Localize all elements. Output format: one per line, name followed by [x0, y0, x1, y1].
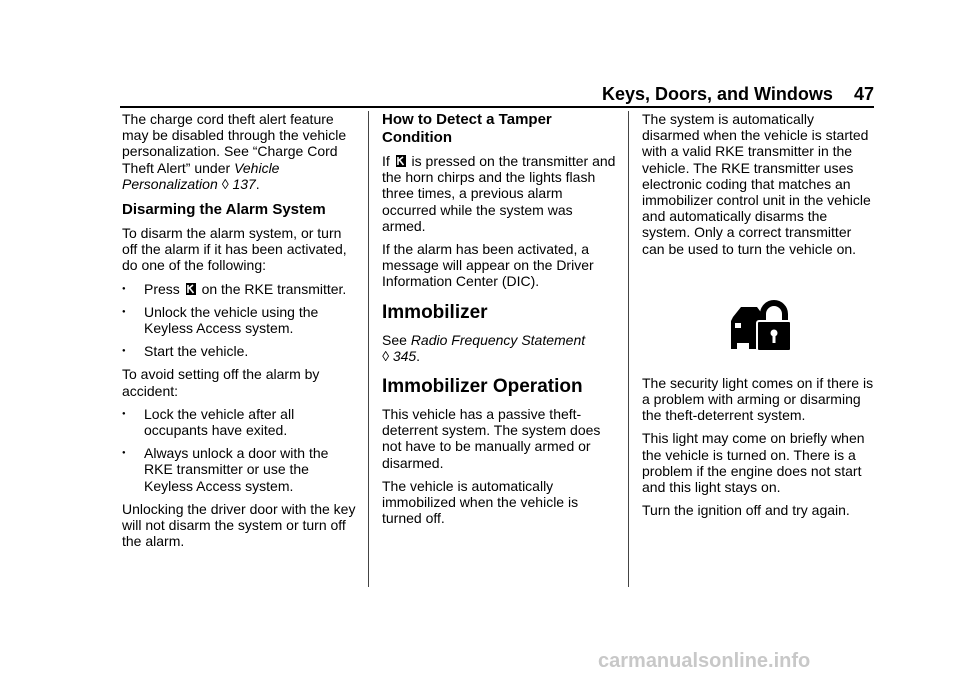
page-ref-link[interactable]: 137: [232, 175, 256, 192]
remote-unlock-key-icon: [185, 282, 197, 296]
remote-unlock-key-icon: [395, 154, 407, 168]
paragraph-briefly: This light may come on briefly when the vehicle is turned on. There is a problem if the engine does not start and this light stays on.: [642, 430, 865, 496]
paragraph-unlocking: Unlocking the driver door with the key will not disarm the system or turn off the alarm.: [122, 500, 356, 550]
page-number: 47: [853, 84, 874, 104]
paragraph-alarm-message: If the alarm has been activated, a message will appear on the Driver Information Center (DIC).: [382, 241, 594, 290]
paragraph-tamper: If is pressed on the transmitter and the horn chirps and the lights flash three times, a previous alarm occurred while the system was armed.: [382, 153, 616, 234]
paragraph-immobilized: The vehicle is automatically immobilized when the vehicle is turned off.: [382, 477, 579, 527]
watermark: carmanualsonline.info: [598, 650, 811, 672]
paragraph-charge-cord: The charge cord theft alert feature may be disabled through the vehicle personalization. See “Charge Cord Theft Alert” under Vehicle Personalization ◊ 137.: [122, 111, 347, 192]
page-ref-icon: ◊: [221, 175, 229, 192]
heading-tamper: How to Detect a Tamper Condition: [382, 111, 552, 146]
column-2: [382, 111, 618, 533]
paragraph-security-light: The security light comes on if there is a problem with arming or disarming the theft-deterrent system.: [642, 374, 874, 424]
list-item: ● Start the vehicle.: [122, 343, 249, 360]
page-ref-link[interactable]: 345: [392, 347, 417, 364]
list-item: ● Lock the vehicle after all occupants have exited.: [122, 405, 295, 439]
paragraph-disarm-intro: To disarm the alarm system, or turn off the alarm if it has been activated, do one of the following:: [122, 225, 347, 274]
paragraph-passive: This vehicle has a passive theft-deterrent system. The system does not have to be manually armed or disarmed.: [382, 406, 601, 471]
column-divider-2: [628, 111, 629, 587]
section-title: Keys, Doors, and Windows: [602, 84, 833, 104]
column-1: [122, 111, 360, 556]
paragraph-disarmed: The system is automatically disarmed when the vehicle is started with a valid RKE transmitter in the vehicle. The RKE transmitter uses electronic coding that matches an immobilizer control unit in the vehicle and automatically disarms the system. Only a correct transmitter can be used to turn the vehicle on.: [642, 111, 871, 257]
paragraph-avoid: To avoid setting off the alarm by accident:: [122, 366, 320, 399]
heading-disarming: Disarming the Alarm System: [122, 201, 326, 219]
list-item: ● Press on the RKE transmitter.: [122, 280, 347, 297]
list-item: ● Always unlock a door with the RKE transmitter or use the Keyless Access system.: [122, 445, 329, 494]
heading-immobilizer: Immobilizer: [382, 301, 488, 323]
heading-immobilizer-operation: Immobilizer Operation: [382, 376, 583, 398]
paragraph-see-radio: See Radio Frequency Statement ◊ 345.: [382, 331, 586, 364]
header-rule: [120, 106, 874, 108]
security-light-icon: [727, 299, 791, 353]
column-3: [642, 111, 874, 525]
column-divider-1: [368, 111, 369, 587]
page-ref-icon: ◊: [382, 347, 389, 364]
list-item: ● Unlock the vehicle using the Keyless Access system.: [122, 303, 319, 337]
paragraph-try-again: Turn the ignition off and try again.: [642, 502, 850, 519]
